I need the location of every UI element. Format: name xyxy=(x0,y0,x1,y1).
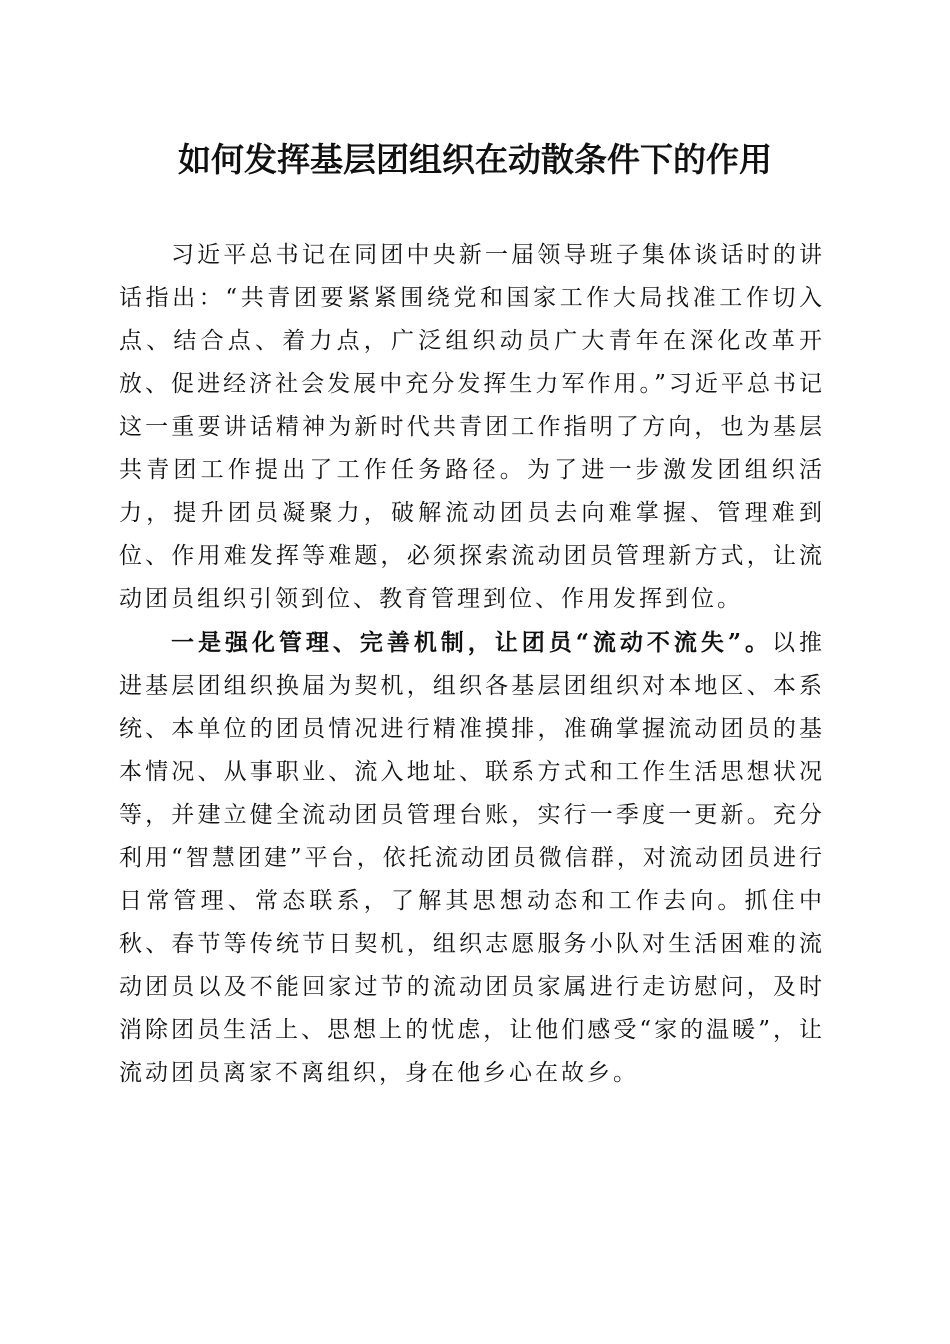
paragraph-management xyxy=(119,621,825,1095)
document-title: 如何发挥基层团组织在动散条件下的作用 xyxy=(178,140,772,179)
paragraph-intro xyxy=(119,233,825,621)
paragraph-text: 习近平总书记在同团中央新一届领导班子集体谈话时的讲话指出：“共青团要紧紧围绕党和国家工作大局找准工作切入点、结合点、着力点，广泛组织动员广大青年在深化改革开放、促进经济社会发展中充分发挥生力军作用。”习近平总书记这一重要讲话精神为新时代共青团工作指明了方向，也为基层共青团工作提出了工作任务路径。为了进一步激发团组织活力，提升团员凝聚力，破解流动团员去向难掌握、管理难到位、作用难发挥等难题，必须探索流动团员管理新方式，让流动团员组织引领到位、教育管理到位、作用发挥到位。 xyxy=(119,242,825,612)
paragraph-lead: 一是强化管理、完善机制，让团员“流动不流失”。 xyxy=(171,629,773,656)
document-body xyxy=(119,233,825,1095)
paragraph-text: 以推进基层团组织换届为契机，组织各基层团组织对本地区、本系统、本单位的团员情况进行精准摸排，准确掌握流动团员的基本情况、从事职业、流入地址、联系方式和工作生活思想状况等，并建立健全流动团员管理台账，实行一季度一更新。充分利用“智慧团建”平台，依托流动团员微信群，对流动团员进行日常管理、常态联系，了解其思想动态和工作去向。抓住中秋、春节等传统节日契机，组织志愿服务小队对生活困难的流动团员以及不能回家过节的流动团员家属进行走访慰问，及时消除团员生活上、思想上的忧虑，让他们感受“家的温暖”，让流动团员离家不离组织，身在他乡心在故乡。 xyxy=(119,630,825,1086)
